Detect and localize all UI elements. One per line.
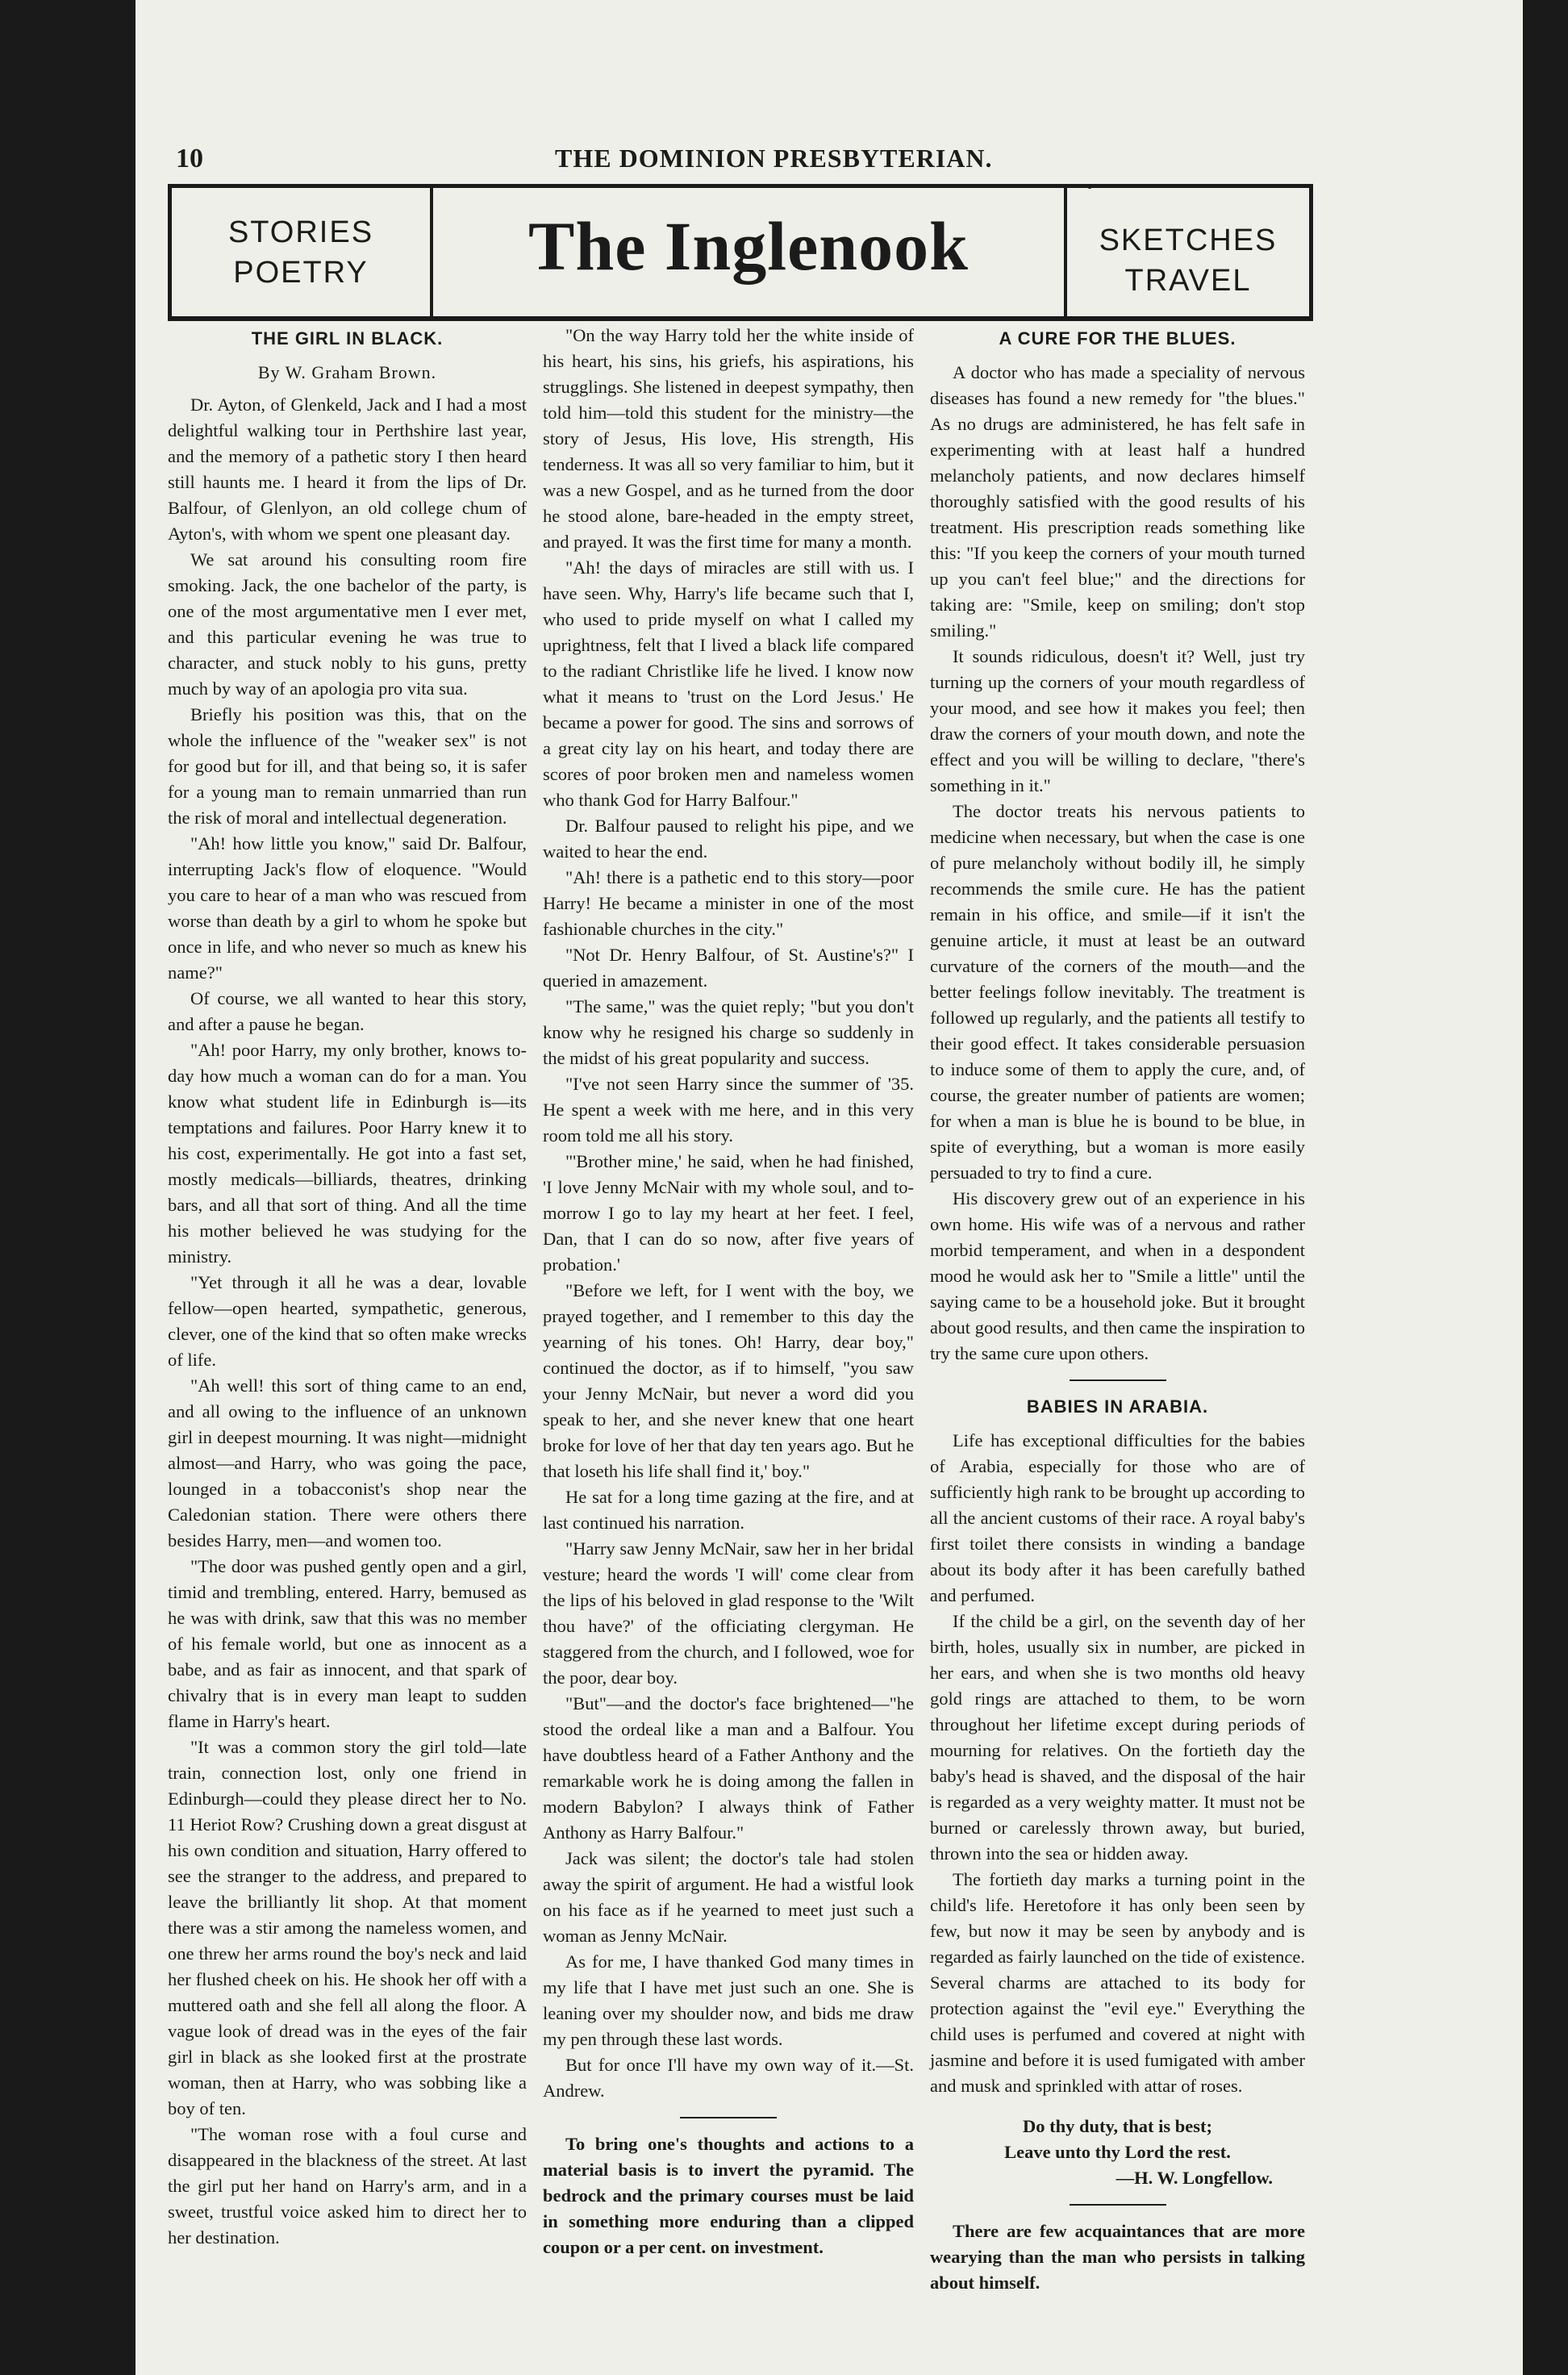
story-paragraph: "I've not seen Harry since the summer of '35. He spent a week with me here, and in this very room told me all his story. <box>543 1074 914 1146</box>
column-2 <box>543 323 914 2260</box>
blues-paragraph: It sounds ridiculous, doesn't it? Well, just try turning up the corners of your mouth regardless of your mood, and see how it makes you feel; then draw the corners of your mouth down, and note the effect and you will be willing to declare, "there's something in it." <box>930 646 1305 795</box>
section-divider <box>1070 2204 1166 2206</box>
story-paragraph: "On the way Harry told her the white inside of his heart, his sins, his griefs, his aspirations, his strugglings. She listened in deepest sympathy, then told him—told this student for the ministry—the story of Jesus, His love, His strength, His tenderness. It was all so very familiar to him, but it was a new Gospel, and as he turned from the door he stood alone, bare-headed in the empty street, and prayed. It was the first time for many a month. <box>543 325 914 552</box>
blues-title: A CURE FOR THE BLUES. <box>999 328 1236 349</box>
masthead-right-line-2: TRAVEL <box>1124 264 1252 298</box>
story-paragraph: As for me, I have thanked God many times in my life that I have met just such an one. She is leaning over my shoulder now, and bids me draw my pen through these last words. <box>543 1951 914 2049</box>
story-paragraph: "Ah! how little you know," said Dr. Balfour, interrupting Jack's flow of eloquence. "Would you care to hear of a man who was rescued from worse than death by a girl to whom he spoke but once in life, and who never so much as knew his name?" <box>168 833 527 983</box>
arabia-paragraph: Life has exceptional difficulties for the babies of Arabia, especially for those who are of sufficiently high rank to be brought up according to all the ancient customs of their race. A royal baby's first toilet there consists in winding a bandage about its body after it has been carefully bathed and perfumed. <box>930 1430 1305 1605</box>
story-paragraph: "But"—and the doctor's face brightened—"he stood the ordeal like a man and a Balfour. You have doubtless heard of a Father Anthony and the remarkable work he is doing among the fallen in modern Babylon? I always think of Father Anthony as Harry Balfour." <box>543 1693 914 1843</box>
poem-quote <box>930 2114 1305 2191</box>
story-paragraph: Of course, we all wanted to hear this story, and after a pause he began. <box>168 988 527 1034</box>
section-title: The Inglenook <box>528 207 969 285</box>
story-paragraph: "Not Dr. Henry Balfour, of St. Austine's?" I queried in amazement. <box>543 945 914 991</box>
blues-paragraph: A doctor who has made a speciality of nervous diseases has found a new remedy for "the blues." As no drugs are administered, he has felt safe in experimenting with at least half a hundred melancholy patients, and now declares himself thoroughly satisfied with the good results of his treatment. His prescription reads something like this: "If you keep the corners of your mouth turned up you can't feel blue;" and the directions for taking are: "Smile, keep on smiling; don't stop smiling." <box>930 362 1305 641</box>
story-paragraph: Jack was silent; the doctor's tale had stolen away the spirit of argument. He had a wistful look on his face as if he yearned to meet just such a woman as Jenny McNair. <box>543 1848 914 1946</box>
arabia-title: BABIES IN ARABIA. <box>1026 1396 1209 1417</box>
story-paragraph: "'Brother mine,' he said, when he had finished, 'I love Jenny McNair with my whole soul, and to-morrow I go to lay my heart at her feet. I feel, Dan, that I can do so now, after five years of probation.' <box>543 1151 914 1275</box>
masthead <box>168 184 1313 321</box>
column-1 <box>168 323 527 2251</box>
page-number: 10 <box>176 144 203 173</box>
story-paragraph: We sat around his consulting room fire smoking. Jack, the one bachelor of the party, is one of the most argumentative men I ever met, and this particular evening he was true to character, and stuck nobly to his guns, pretty much by way of an apologia pro vita sua. <box>168 549 527 699</box>
story-paragraph: Briefly his position was this, that on the whole the influence of the "weaker sex" is not for good but for ill, and that being so, it is safer for a young man to remain unmarried than run the risk of moral and intellectual degeneration. <box>168 704 527 828</box>
story-paragraph: Dr. Ayton, of Glenkeld, Jack and I had a most delightful walking tour in Perthshire last year, and the memory of a pathetic story I then heard still haunts me. I heard it from the lips of Dr. Balfour, of Glenlyon, an old college chum of Ayton's, with whom we spent one pleasant day. <box>168 394 527 544</box>
story-paragraph: "The door was pushed gently open and a girl, timid and trembling, entered. Harry, bemused as he was with drink, saw that this was no member of his female world, but one as innocent as a babe, and as fair as innocent, and that spark of chivalry that is in every man leapt to sudden flame in Harry's heart. <box>168 1556 527 1731</box>
story-paragraph: "Ah well! this sort of thing came to an end, and all owing to the influence of an unknown girl in deepest mourning. It was night—midnight almost—and Harry, who was going the pace, lounged in a tobacconist's shop near the Caledonian station. There were others there besides Harry, men—and women too. <box>168 1375 527 1551</box>
section-divider <box>680 2117 777 2118</box>
newspaper-page <box>136 0 1523 2375</box>
story-paragraph: Dr. Balfour paused to relight his pipe, and we waited to hear the end. <box>543 816 914 862</box>
story-title: THE GIRL IN BLACK. <box>251 328 444 349</box>
poem-line: Leave unto thy Lord the rest. <box>1004 2142 1231 2162</box>
story-paragraph: "Harry saw Jenny McNair, saw her in her bridal vesture; heard the words 'I will' come clear from the lips of his beloved in glad response to the 'Wilt thou have?' of the officiating clergyman. He staggered from the church, and I followed, woe for the poor, dear boy. <box>543 1538 914 1688</box>
arabia-paragraph: If the child be a girl, on the seventh day of her birth, holes, usually six in number, are picked in her ears, and when she is two months old heavy gold rings are attached to them, to be worn throughout her lifetime except during periods of mourning for relatives. On the fortieth day the baby's head is shaved, and the disposal of the hair is regarded as a very weighty matter. It must not be burned or carelessly thrown away, but buried, thrown into the sea or hidden away. <box>930 1611 1305 1864</box>
story-paragraph: "It was a common story the girl told—late train, connection lost, only one friend in Edinburgh—could they please direct her to No. 11 Heriot Row? Crushing down a great disgust at his own condition and situation, Harry offered to see the stranger to the address, and prepared to leave the brilliantly lit shop. At that moment there was a stir among the nameless women, and one threw her arms round the boy's neck and laid her flushed cheek on his. He shook her off with a muttered oath and she fell all along the floor. A vague look of dread was in the eyes of the fair girl in black as she looked first at the prostrate woman, then at Harry, who was sobbing like a boy of ten. <box>168 1737 527 2118</box>
masthead-right-line-1: SKETCHES <box>1099 223 1278 257</box>
masthead-left-line-1: STORIES <box>227 215 374 249</box>
masthead-left-line-2: POETRY <box>233 256 369 290</box>
poem-attribution: —H. W. Longfellow. <box>1116 2168 1273 2188</box>
masthead-right-box <box>1064 188 1309 316</box>
blues-paragraph: His discovery grew out of an experience in his own home. His wife was of a nervous and rather morbid temperament, and when in a despondent mood he would ask her to "Smile a little" until the saying came to be a household joke. But it brought about good results, and then came the inspiration to try the same cure upon others. <box>930 1188 1305 1363</box>
story-paragraph: "Ah! poor Harry, my only brother, knows to-day how much a woman can do for a man. You know what student life in Edinburgh is—its temptations and failures. Poor Harry knew it to his cost, experimentally. He got into a fast set, mostly medicals—billiards, theatres, drinking bars, and all that sort of thing. And all the time his mother believed he was studying for the ministry. <box>168 1040 527 1267</box>
filler-paragraph: To bring one's thoughts and actions to a material basis is to invert the pyramid. The bedrock and the primary courses must be laid in something more enduring than a clipped coupon or a per cent. on investment. <box>543 2134 914 2257</box>
story-byline: By W. Graham Brown. <box>257 362 437 382</box>
story-paragraph: "Ah! the days of miracles are still with us. I have seen. Why, Harry's life became such that I, who used to pride myself on what I called my uprightness, felt that I lived a black life compared to the radiant Christlike life he lived. I know now what it means to 'trust on the Lord Jesus.' He became a power for good. The sins and sorrows of a great city lay on his heart, and today there are scores of poor broken men and nameless women who thank God for Harry Balfour." <box>543 557 914 810</box>
story-paragraph: "The woman rose with a foul curse and disappeared in the blackness of the street. At last the girl put her hand on Harry's arm, and in a sweet, trustful voice asked him to direct her to her destination. <box>168 2124 527 2248</box>
story-paragraph: "Yet through it all he was a dear, lovable fellow—open hearted, sympathetic, generous, clever, one of the kind that so often make wrecks of life. <box>168 1272 527 1370</box>
story-paragraph: "Ah! there is a pathetic end to this story—poor Harry! He became a minister in one of the most fashionable churches in the city." <box>543 867 914 939</box>
story-paragraph: But for once I'll have my own way of it.—St. Andrew. <box>543 2055 914 2101</box>
section-divider <box>1070 1380 1166 1381</box>
column-3 <box>930 323 1305 2296</box>
story-paragraph: "Before we left, for I went with the boy, we prayed together, and I remember to this day the yearning of his tones. Oh! Harry, dear boy," continued the doctor, as if to himself, "you saw your Jenny McNair, but never a word did you speak to her, and she never knew that one heart broke for love of her that day ten years ago. But he that loseth his life shall find it,' boy." <box>543 1280 914 1481</box>
masthead-left-box <box>172 188 433 316</box>
blues-paragraph: The doctor treats his nervous patients to medicine when necessary, but when the case is one of pure melancholy without bodily ill, he simply recommends the smile cure. He has the patient remain in his office, and smile—if it isn't the genuine article, it must at least be an outward curvature of the corners of the mouth—and the better feelings follow inevitably. The treatment is followed up regularly, and the patients all testify to their good effect. It takes considerable persuasion to induce some of them to apply the cure, and, of course, the greater number of patients are women; for when a man is blue he is bound to be blue, in spite of everything, but a woman is more easily persuaded to try to find a cure. <box>930 801 1305 1183</box>
arabia-paragraph: The fortieth day marks a turning point in the child's life. Heretofore it has only been seen by few, but now it may be seen by anybody and is regarded as fairly launched on the tide of existence. Several charms are attached to its body for protection against the "evil eye." Everything the child uses is perfumed and covered at night with jasmine and before it is used fumigated with amber and musk and sprinkled with attar of roses. <box>930 1869 1305 2096</box>
poem-line: Do thy duty, that is best; <box>1022 2116 1213 2136</box>
running-head: THE DOMINION PRESBYTERIAN. <box>555 144 993 173</box>
story-paragraph: "The same," was the quiet reply; "but you don't know why he resigned his charge so suddenly in the midst of his great popularity and success. <box>543 996 914 1068</box>
story-paragraph: He sat for a long time gazing at the fire, and at last continued his narration. <box>543 1487 914 1533</box>
closing-paragraph: There are few acquaintances that are more wearying than the man who persists in talking about himself. <box>930 2221 1305 2293</box>
